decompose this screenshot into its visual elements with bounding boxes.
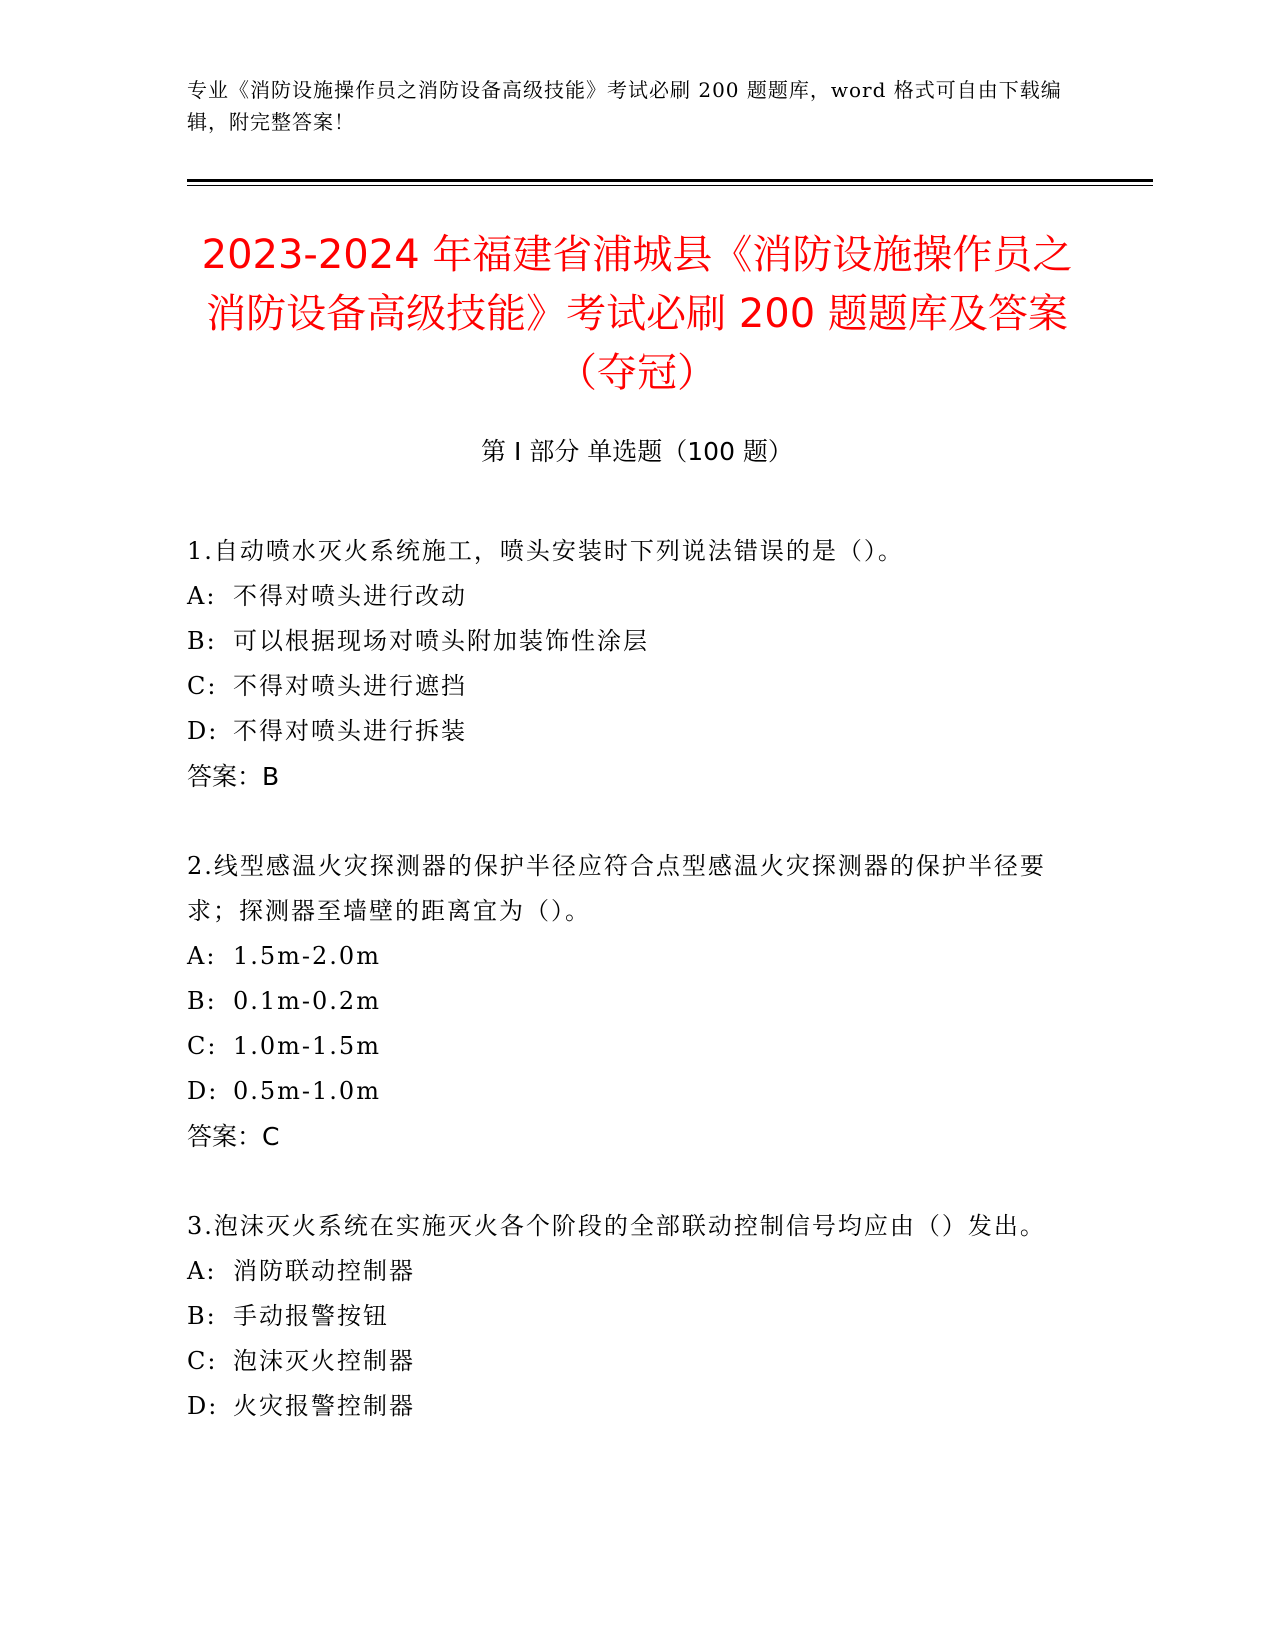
option-text: 可以根据现场对喷头附加装饰性涂层 (233, 627, 649, 655)
option-letter: D: (187, 1392, 219, 1420)
answer-line: 答案：B (187, 762, 280, 791)
option-letter: D: (187, 717, 219, 745)
option-letter: A: (187, 1257, 217, 1285)
header-divider-thick (187, 179, 1153, 182)
option-a (187, 934, 1057, 979)
header-divider-thin (187, 185, 1153, 186)
option-text: 1.0m-1.5m (233, 1032, 381, 1060)
option-letter: C: (187, 1032, 218, 1060)
option-d (187, 1069, 1057, 1114)
question-list (187, 529, 1057, 1474)
option-letter: B: (187, 627, 217, 655)
option-c (187, 664, 1057, 709)
question-1 (187, 529, 1057, 799)
question-2 (187, 844, 1057, 1159)
option-letter: D: (187, 1077, 219, 1105)
header-note: 专业《消防设施操作员之消防设备高级技能》考试必刷 200 题题库，word 格式可自由下载编辑，附完整答案！ (187, 78, 1062, 134)
option-text: 手动报警按钮 (233, 1302, 389, 1330)
option-letter: B: (187, 987, 217, 1015)
question-stem: 1.自动喷水灭火系统施工，喷头安装时下列说法错误的是（）。 (187, 537, 904, 565)
option-letter: B: (187, 1302, 217, 1330)
option-text: 0.5m-1.0m (233, 1077, 381, 1105)
option-letter: A: (187, 942, 217, 970)
option-b (187, 1294, 1057, 1339)
option-text: 0.1m-0.2m (233, 987, 381, 1015)
option-letter: C: (187, 1347, 218, 1375)
question-3 (187, 1204, 1057, 1429)
option-text: 火灾报警控制器 (233, 1392, 415, 1420)
section-heading: 第 I 部分 单选题（100 题） (481, 437, 793, 466)
option-d (187, 1384, 1057, 1429)
option-b (187, 619, 1057, 664)
answer-line: 答案：C (187, 1122, 280, 1151)
option-c (187, 1339, 1057, 1384)
option-c (187, 1024, 1057, 1069)
option-b (187, 979, 1057, 1024)
question-stem: 2.线型感温火灾探测器的保护半径应符合点型感温火灾探测器的保护半径要求；探测器至墙壁的距离宜为（）。 (187, 852, 1046, 925)
option-a (187, 574, 1057, 619)
option-text: 不得对喷头进行改动 (233, 582, 467, 610)
option-letter: C: (187, 672, 218, 700)
question-stem: 3.泡沫灭火系统在实施灭火各个阶段的全部联动控制信号均应由（）发出。 (187, 1212, 1046, 1240)
option-text: 1.5m-2.0m (233, 942, 381, 970)
option-text: 不得对喷头进行拆装 (233, 717, 467, 745)
option-a (187, 1249, 1057, 1294)
option-text: 不得对喷头进行遮挡 (233, 672, 467, 700)
document-title: 2023-2024 年福建省浦城县《消防设施操作员之消防设备高级技能》考试必刷 200 题题库及答案（夺冠） (201, 232, 1073, 396)
option-text: 泡沫灭火控制器 (233, 1347, 415, 1375)
option-letter: A: (187, 582, 217, 610)
option-text: 消防联动控制器 (233, 1257, 415, 1285)
option-d (187, 709, 1057, 754)
